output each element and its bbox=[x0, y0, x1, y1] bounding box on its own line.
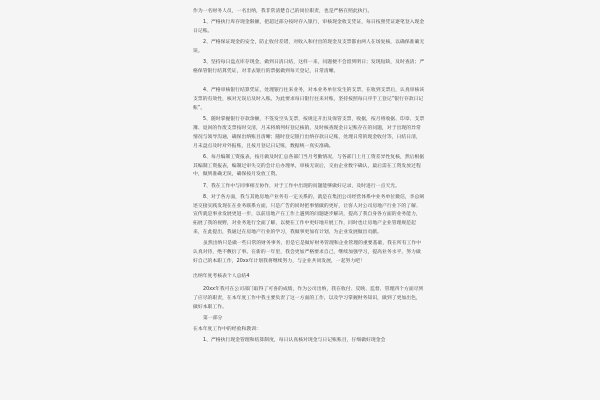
paragraph-item-1: 1、严格执行库存现金限额，把超过部分按时存入银行，审核现金收支凭证，每日按照凭证逐笔登入现金日记账。 bbox=[193, 20, 425, 34]
paragraph-item-2: 2、严格保证现金的安全，防止收付差错，对收入和付出的现金及支票都由两人在场复核，以确保准确无误。 bbox=[193, 40, 425, 54]
paragraph-item-8: 8、对于各方面，我与其他房地产业务有一定关系的，就是在集团公司经营体系中业务单位微信，李总阐述交接实践发现在在业务联系方面，只是广告的同时把事情做的更好，让客人对公司房地产行业下的了解、宣传就是事业发展更进一步，以前房地产在工作上遇到的问题逐步解决，提高了我自身各方面的业务能力，拓展了我的视野，对业务进行全面了解，以便在工作中更好地开展工作，同时也让房地产企业管理规范起来，在此提出，我通过在房地产行业的学习，我做事更加有计划，为企业发展做出贡献。 bbox=[193, 194, 425, 236]
paragraph-item-5: 5、随时掌握银行存款余额，不签发空头支票，按规定开出及保管支票，收据，按月将收据、印章、支票簿、退回的作废支票按时交清，月末将填列好登记核销，及时核查现金日记账存在的问题，对于出现的异常情况与领导沟通，确保出纳账目清晰；随时登记银行出纳存款日记账，处理日常的现金收付等，日结日清，月末盘点及时对外报账，且按月登记日记账，数据统一真实准确。 bbox=[193, 116, 425, 149]
paragraph-conclusion: 虽然出纳只是做一些日常的财务事务，但是它是做好财务管理和企业管理的重要基础，我在所有工作中认真对待，绝不敷衍了事。在新的一年里，我会更加严格要求自己，继续加强学习，提高业务水平，努力做好自己的本职工作，20xx年计划我将继续努力，与企业共同发展，一起努力吧！ bbox=[193, 241, 422, 265]
paragraph-summary-intro: 20xx年我可在公司部门取得了可喜的成绩，作为公司出纳，我在收付、反映、监督、管理四个方面尽到了应尽的职责，在本年度工作中我主要负责了这一方面的工作，以及学习掌握财务知识，做到了更加出色，做好本职工作。 bbox=[193, 286, 424, 310]
paragraph-lessons-label: 在本年度工作中的经验和教训： bbox=[193, 326, 261, 332]
paragraph-item-3: 3、坚持每日盘点库存现金，做到日清日结，这样一来，问题便不会留到明日；发现短缺，及时查清；严格保管银行结算凭证，对非去银行的票据做到每天登记，日常清晰。 bbox=[193, 60, 425, 74]
document-body bbox=[193, 8, 425, 348]
paragraph-lesson-1: 1、严格执行现金管理和结算制度，每日认真核对现金与日记账账目，仔细做好现金会 bbox=[203, 338, 386, 344]
section-title: 出纳年度考核表个人总结4 bbox=[193, 274, 250, 280]
paragraph-item-6: 6、每月编制工资报表，按月做及时汇总各部门当月考勤情况，与各部门上月工资差异性复核，然后根据其编制工资报表，编制过审失交的会计后办理单，审核无误后，交由企业数字确认，最后需在工资发放过程中，做到准确无误，确保按月发放工资。 bbox=[193, 154, 425, 178]
paragraph-item-7: 7、我在工作中与同事相互协作，对于工作中出现的问题能够做好记录，及时进行一点天光。 bbox=[203, 183, 400, 189]
paragraph-part-label: 第一部分 bbox=[203, 315, 223, 321]
paragraph-intro: 作为一名财务人员，一名出纳，我非常清楚自己的岗位职责，也是严格在照此执行。 bbox=[193, 9, 373, 14]
paragraph-item-4: 4、严格审核银行结算凭证，处理银行往来业务，对本业务单位发生的支票，在收到支票后，认真审核该支票的有效性，核对无误后及时入账。为此要求每日银行往来对账，坚持按照每日序手工登记“银行存款日记账”。 bbox=[193, 87, 425, 111]
